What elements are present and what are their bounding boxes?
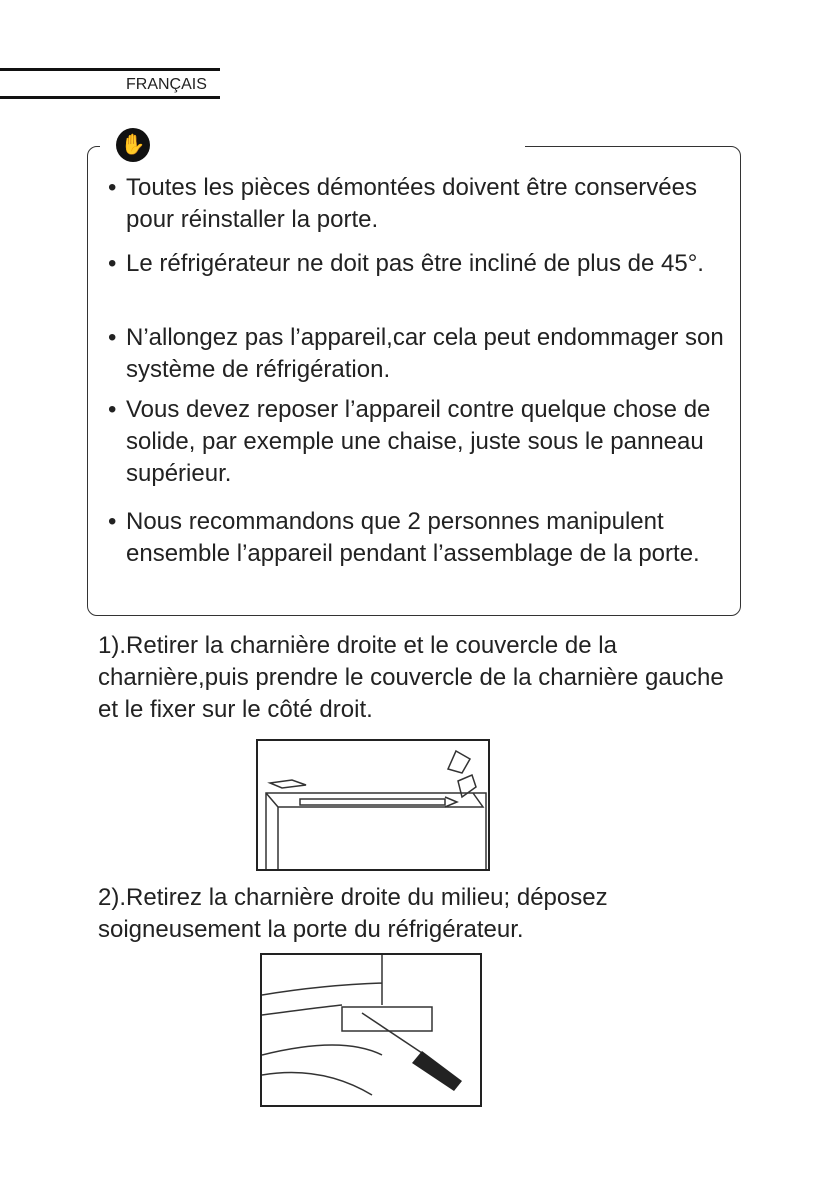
warning-item: • Nous recommandons que 2 personnes manipulent ensemble l’appareil pendant l’assemblage de la porte.	[108, 508, 700, 567]
warning-item: • N’allongez pas l’appareil,car cela peut endommager son système de réfrigération.	[108, 324, 724, 383]
language-label: FRANÇAIS	[126, 76, 207, 93]
step-1-text: 1).Retirer la charnière droite et le couvercle de la charnière,puis prendre le couvercle de la charnière gauche et le fixer sur le côté droit.	[98, 632, 724, 723]
header-rule-top	[0, 68, 220, 71]
hinge-cover-illustration	[256, 739, 490, 871]
warning-item: • Le réfrigérateur ne doit pas être incliné de plus de 45°.	[108, 250, 704, 277]
stop-hand-icon: ✋	[116, 128, 150, 162]
middle-hinge-illustration	[260, 953, 482, 1107]
warning-item: • Vous devez reposer l’appareil contre quelque chose de solide, par exemple une chaise, juste sous le panneau supérieur.	[108, 396, 711, 487]
step-2-text: 2).Retirez la charnière droite du milieu; déposez soigneusement la porte du réfrigérateur.	[98, 884, 608, 943]
header-rule-bottom	[0, 96, 220, 99]
warning-item: • Toutes les pièces démontées doivent être conservées pour réinstaller la porte.	[108, 174, 697, 233]
